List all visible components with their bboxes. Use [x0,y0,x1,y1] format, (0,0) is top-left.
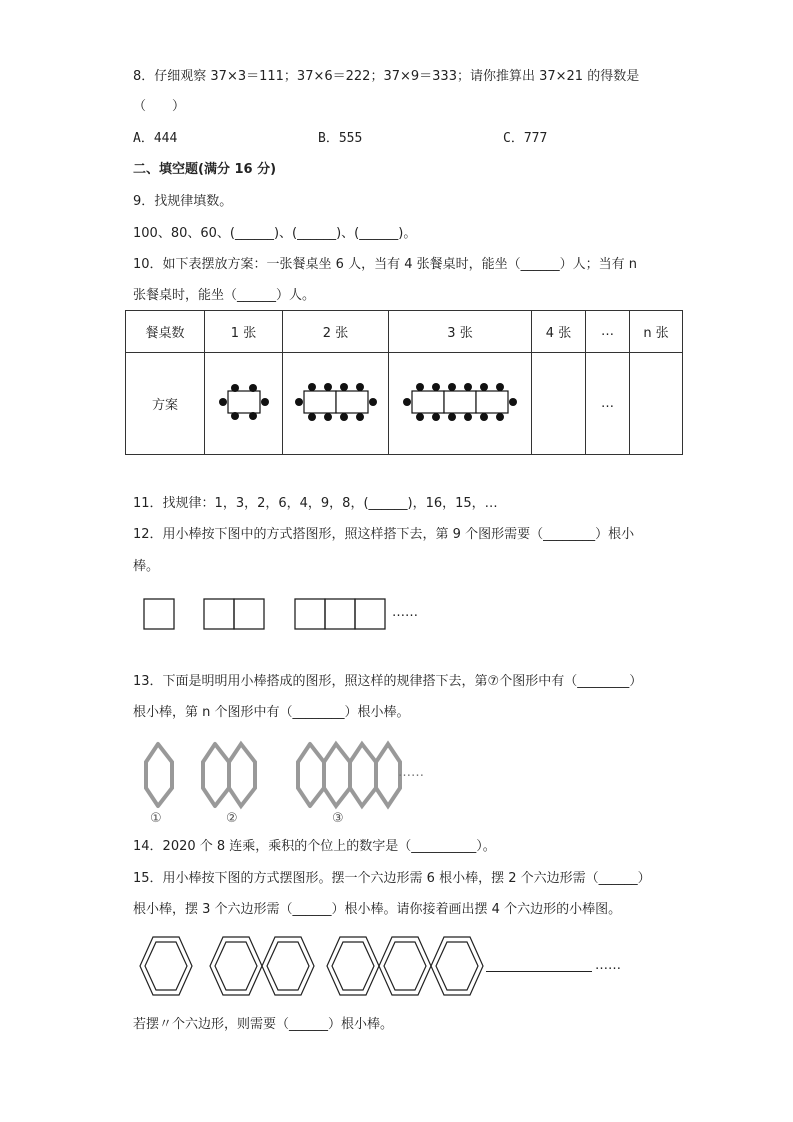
q8-option-b[interactable]: B．555 [318,131,363,146]
table-3-diagram [402,382,518,422]
table-col-3: 3 张 [389,311,532,353]
plan-2-tables [283,353,389,455]
q13-label-2: ② [226,811,238,826]
q13-line2: 根小棒，第 n 个图形中有（________）根小棒。 [133,705,410,720]
table-2-diagram [294,382,378,422]
q13-dots: …… [398,765,424,780]
q15-dots: …… [595,958,621,973]
q15-line1: 15．用小棒按下图的方式摆图形。摆一个六边形需 6 根小棒，摆 2 个六边形需（______） [133,871,651,886]
q8-paren: （ ） [133,99,186,114]
q14-text: 14．2020 个 8 连乘，乘积的个位上的数字是（__________）。 [133,839,496,854]
section-title: 二、填空题(满分 16 分) [133,162,277,177]
plan-1-table [205,353,283,455]
plan-4-blank[interactable] [532,353,586,455]
q12-square-figures [140,596,400,634]
table-header-plan: 方案 [126,353,205,455]
q10-line2: 张餐桌时，能坐（______）人。 [133,288,316,303]
q12-line1: 12．用小棒按下图中的方式搭图形，照这样搭下去，第 9 个图形需要（________）根小 [133,527,635,542]
q8-option-a[interactable]: A．444 [133,131,178,146]
q13-line1: 13．下面是明明用小棒搭成的图形，照这样的规律搭下去，第⑦个图形中有（________） [133,674,643,689]
q13-label-1: ① [150,811,162,826]
q13-stick-figures [138,738,413,810]
table-col-2: 2 张 [283,311,389,353]
table-col-1: 1 张 [205,311,283,353]
q11-text: 11．找规律：1，3，2，6，4，9，8，(______)，16，15，… [133,496,498,511]
q12-dots: …… [392,605,418,620]
q10-line1: 10．如下表摆放方案：一张餐桌坐 6 人，当有 4 张餐桌时，能坐（______）人；当有 n [133,257,637,272]
plan-3-tables [389,353,532,455]
q12-line2: 棒。 [133,559,160,574]
q9-sequence: 100、80、60、(______)、(______)、(______)。 [133,226,417,241]
q15-line3: 若摆〃个六边形，则需要（______）根小棒。 [133,1017,394,1032]
table-header-count: 餐桌数 [126,311,205,353]
table-col-n: n 张 [630,311,683,353]
table-1-diagram [214,382,274,422]
seating-table [125,310,683,455]
q8-option-c[interactable]: C．777 [503,131,548,146]
plan-n-blank[interactable] [630,353,683,455]
table-col-4: 4 张 [532,311,586,353]
table-col-ellipsis: … [586,311,630,353]
q15-hexagon-figures [138,934,488,998]
plan-ellipsis: … [586,353,630,455]
q9-stem: 9．找规律填数。 [133,194,233,209]
q15-line2: 根小棒，摆 3 个六边形需（______）根小棒。请你接着画出摆 4 个六边形的小棒图。 [133,902,622,917]
q8-stem: 8．仔细观察 37×3＝111；37×6＝222；37×9＝333；请你推算出 37×21 的得数是 [133,69,640,84]
q13-label-3: ③ [332,811,344,826]
q15-drawing-line[interactable] [486,971,592,972]
